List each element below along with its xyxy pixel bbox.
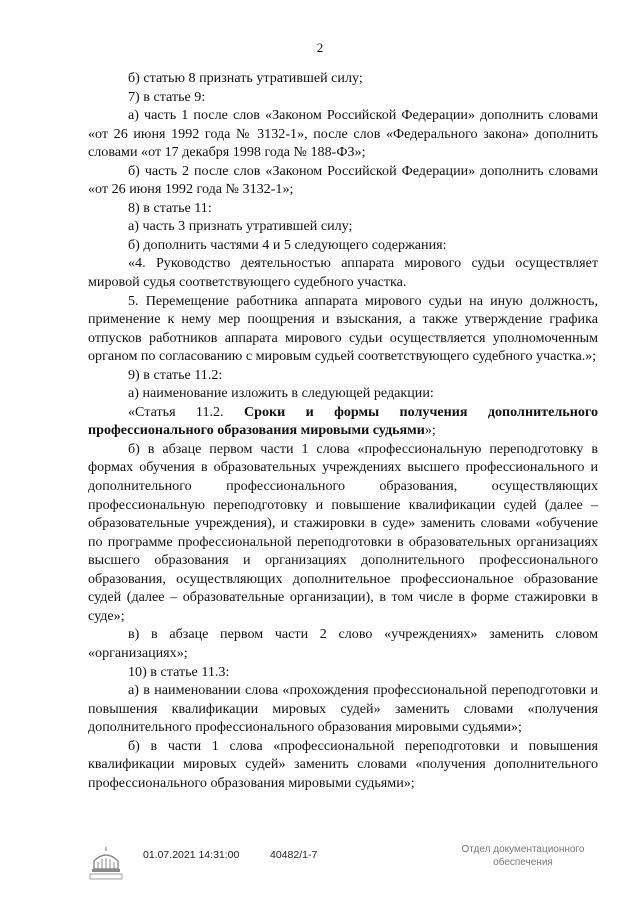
footer-datetime: 01.07.2021 14:31:00 [143,849,240,861]
article-heading [88,403,598,440]
paragraph: 5. Перемещение работника аппарата мирового судьи на иную должность, применение к нему мер поощрения и взыскания, а также утверждение графика отпусков работников аппарата мирового судьи осуществляется уполномоченным органом по согласованию с мировым судьей соответствующего судебного участка.»; [88,292,598,365]
paragraph: б) в части 1 слова «профессиональной переподготовки и повышения квалификации мировых судей» заменить словами «получения дополнительного профессионального образования мировыми судьями»; [88,737,598,791]
department-line: Отдел документационного [461,844,585,855]
paragraph: 7) в статье 9: [128,88,206,105]
footer-department-stamp [448,843,598,869]
paragraph: б) статью 8 признать утратившей силу; [128,70,363,86]
paragraph: а) в наименовании слова «прохождения профессиональной переподготовки и повышения квалификации мировых судей» заменить словами «получения дополнительного профессионального образования мировыми судьями»; [88,682,598,736]
paragraph: б) дополнить частями 4 и 5 следующего содержания: [128,236,447,253]
footer-document-code: 40482/1-7 [270,849,318,861]
paragraph: «4. Руководство деятельностью аппарата мирового судьи осуществляет мировой судья соответствующего судебного участка. [88,255,598,291]
paragraph: а) часть 1 после слов «Законом Российской Федерации» дополнить словами «от 26 июня 1992 года № 3132-1», после слов «Федерального закона» дополнить словами «от 17 декабря 1998 года № 188-ФЗ»; [88,107,598,161]
article-heading-suffix: »; [424,422,436,439]
page-footer [0,843,640,888]
paragraph: б) в абзаце первом части 1 слова «профессиональную переподготовку в формах обучения в образовательных учреждениях высшего профессионального и дополнительного профессионального образования, осуществляющих профессиональную переподготовку и повышение квалификации судей (далее – образовательные учреждения), и стажировки в суде» заменить словами «обучение по программе профессиональной переподготовки в образовательных организациях высшего образования и организациях дополнительного профессионального образования, осуществляющих дополнительное профессиональное образование судей (далее – образовательные организации), в том числе в форме стажировки в суде»; [88,440,598,624]
document-body [88,69,598,792]
paragraph: а) часть 3 признать утратившей силу; [128,218,353,235]
article-heading-title: Сроки и формы получения дополнительного профессионального образования мировыми судьями [88,403,598,439]
article-heading-prefix: «Статья 11.2. [128,403,244,420]
paragraph: 9) в статье 11.2: [128,366,223,383]
duma-emblem-icon [86,843,126,883]
paragraph: 8) в статье 11: [128,199,212,216]
department-line: обеспечения [493,857,553,868]
paragraph: б) часть 2 после слов «Законом Российской Федерации» дополнить словами «от 26 июня 1992 года № 3132-1»; [88,162,598,198]
paragraph: а) наименование изложить в следующей редакции: [128,385,434,402]
page-number: 2 [316,40,324,55]
paragraph: в) в абзаце первом части 2 слово «учреждениях» заменить словом «организациях»; [88,626,598,661]
paragraph: 10) в статье 11.3: [128,663,230,680]
